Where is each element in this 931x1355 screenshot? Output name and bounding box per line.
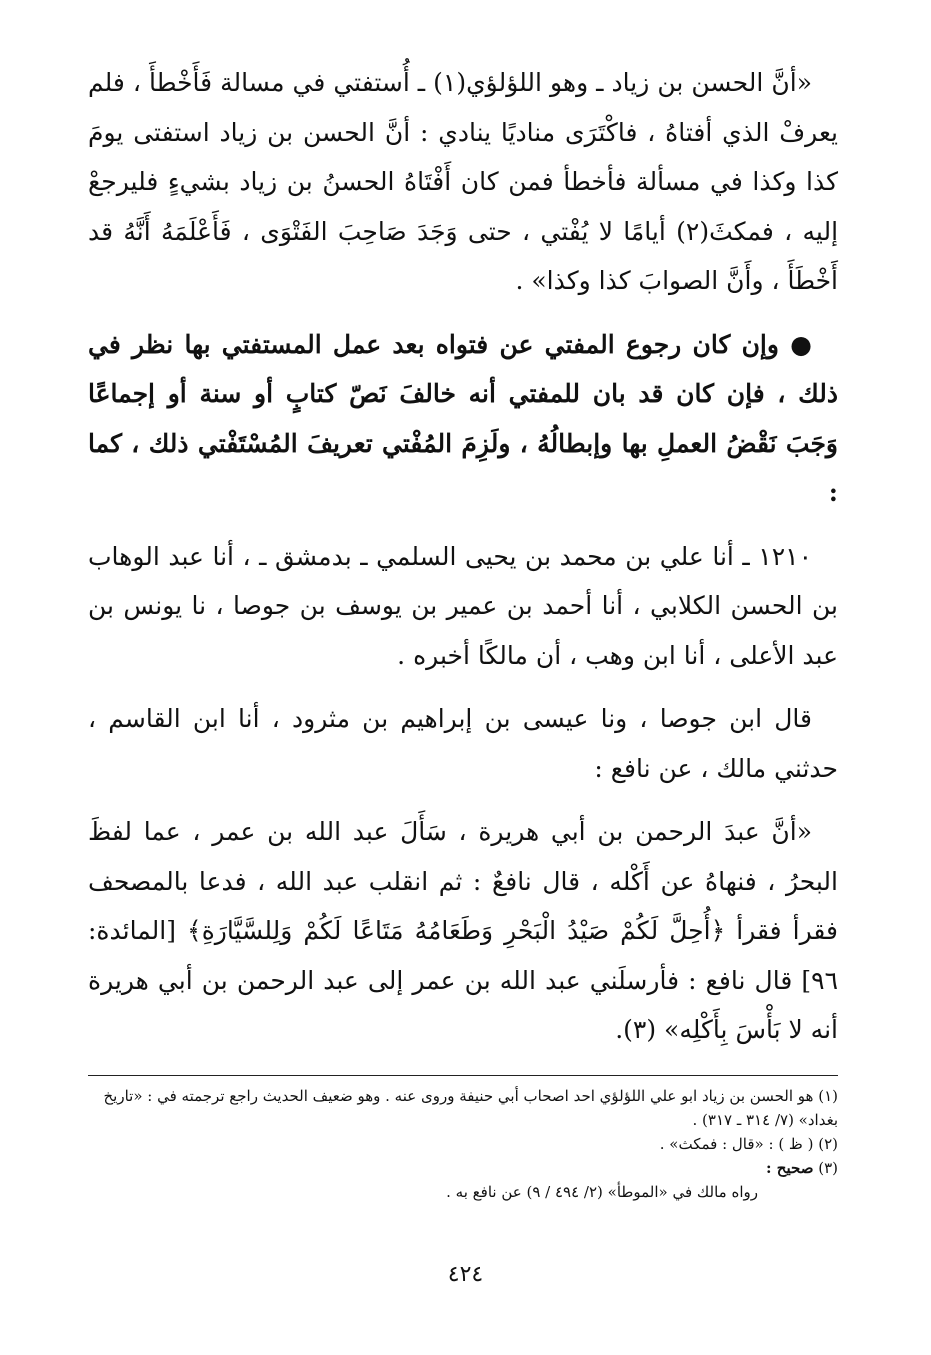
footnote-3 bbox=[88, 1156, 838, 1180]
footnote-2-marker: (٢) bbox=[818, 1134, 838, 1153]
footnote-divider bbox=[88, 1075, 838, 1076]
footnote-3-text: صحيح : bbox=[766, 1158, 814, 1177]
paragraph-1: «أنَّ الحسن بن زياد ـ وهو اللؤلؤي(١) ـ أُستفتي في مسالة فَأَخْطأَ ، فلم يعرفْ الذي أفتاهُ ، فاكْتَرَى مناديًا ينادي : أنَّ الحسن بن زياد استفتى يومَ كذا وكذا في مسألة فأخطأ فمن كان أَفْتَاهُ الحسنُ بن زياد بشيءٍ فليرجعْ إليه ، فمكثَ(٢) أيامًا لا يُفْتي ، حتى وَجَدَ صَاحِبَ الفَتْوَى ، فَأَعْلَمَهُ أَنَّهُ قد أَخْطَأَ ، وأَنَّ الصوابَ كذا وكذا» . bbox=[88, 68, 839, 295]
footnote-3-detail: رواه مالك في «الموطأ» (٢/ ٤٩٤ / ٩) عن نافع به . bbox=[446, 1182, 758, 1201]
page-body bbox=[88, 58, 838, 1204]
footnote-1 bbox=[88, 1084, 838, 1132]
footnote-3-marker: (٣) bbox=[818, 1158, 838, 1177]
paragraph-5: «أنَّ عبدَ الرحمن بن أبي هريرة ، سَأَلَ عبد الله بن عمر ، عما لفظَ البحرُ ، فنهاهُ عن أَكْله ، قال نافعٌ : ثم انقلب عبد الله ، فدعا بالمصحف فقرأ فقرأ ﴿أُحِلَّ لَكُمْ صَيْدُ الْبَحْرِ وَطَعَامُهُ مَتَاعًا لَكُمْ وَلِلسَّيَّارَةِ﴾ [المائدة: ٩٦] قال نافع : فأرسلَني عبد الله بن عمر إلى عبد الرحمن بن أبي هريرة أنه لا بَأْسَ بِأَكْلِه» (٣). bbox=[88, 817, 838, 1044]
footnote-2 bbox=[88, 1132, 838, 1156]
paragraph-4: قال ابن جوصا ، ونا عيسى بن إبراهيم بن مثرود ، أنا ابن القاسم ، حدثني مالك ، عن نافع : bbox=[88, 704, 838, 783]
page-number: ٤٢٤ bbox=[447, 1262, 484, 1287]
paragraph-2: ● وإن كان رجوع المفتي عن فتواه بعد عمل المستفتي بها نظر في ذلك ، فإن كان قد بان للمفتي أنه خالفَ نَصّ كتابٍ أو سنة أو إجماعًا وَجَبَ نَقْضُ العملِ بها وإبطالُهُ ، ولَزِمَ المُفْتي تعريفَ المُسْتَفْتي ذلك ، كما : bbox=[88, 329, 838, 507]
footnote-1-marker: (١) bbox=[818, 1086, 838, 1105]
footnote-2-text: ( ظ ) : «قال : فمكث» . bbox=[659, 1134, 814, 1153]
footnote-1-text: هو الحسن بن زياد ابو علي اللؤلؤي احد اصحاب أبي حنيفة وروى عنه . وهو ضعيف الحديث راجع ترجمته في : «تاريخ بغداد» (٧/ ٣١٤ ـ ٣١٧) . bbox=[103, 1086, 838, 1129]
footnotes bbox=[88, 1084, 838, 1204]
paragraph-3: ١٢١٠ ـ أنا علي بن محمد بن يحيى السلمي ـ بدمشق ـ ، أنا عبد الوهاب بن الحسن الكلابي ، أنا أحمد بن عمير بن يوسف بن جوصا ، نا يونس بن عبد الأعلى ، أنا ابن وهب ، أن مالكًا أخبره . bbox=[88, 541, 838, 670]
